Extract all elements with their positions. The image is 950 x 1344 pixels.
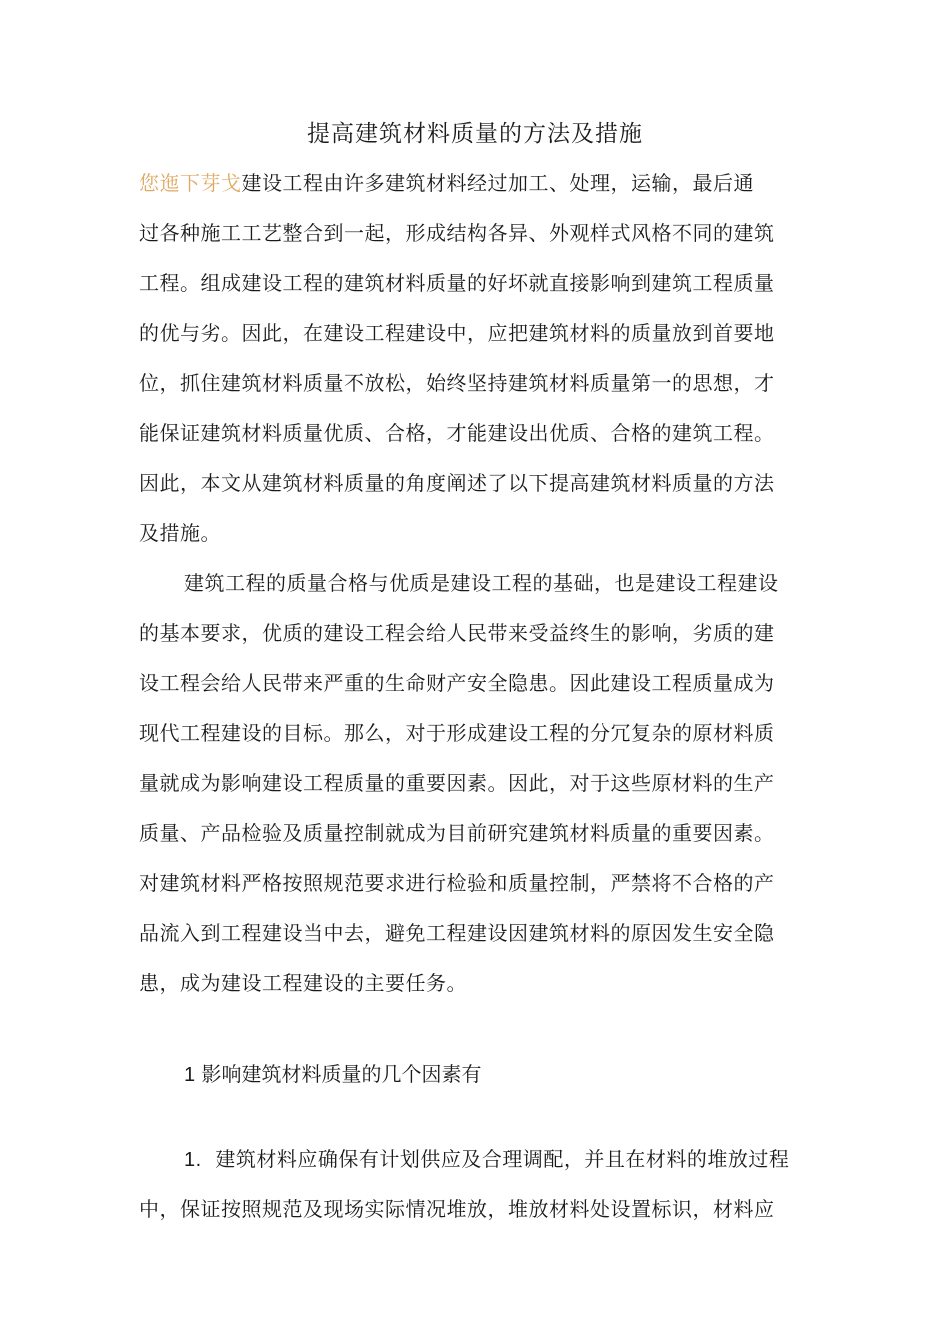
intro-line: 位，抓住建筑材料质量不放松，始终坚持建筑材料质量第一的思想，才: [139, 371, 775, 395]
intro-line: 能保证建筑材料质量优质、合格，才能建设出优质、合格的建筑工程。: [139, 421, 775, 445]
paragraph2-line: 现代工程建设的目标。那么，对于形成建设工程的分冗复杂的原材料质: [139, 721, 775, 745]
paragraph2-line: 量就成为影响建设工程质量的重要因素。因此，对于这些原材料的生产: [139, 771, 775, 795]
item1-first-line-text: 建筑材料应确保有计划供应及合理调配，并且在材料的堆放过程: [215, 1147, 790, 1171]
intro-line: 过各种施工工艺整合到一起，形成结构各异、外观样式风格不同的建筑: [139, 221, 775, 245]
intro-line: 及措施。: [139, 521, 221, 545]
intro-line: 的优与劣。因此，在建设工程建设中，应把建筑材料的质量放到首要地: [139, 321, 775, 345]
paragraph2-line: 品流入到工程建设当中去，避免工程建设因建筑材料的原因发生安全隐: [139, 921, 775, 945]
paragraph2-line: 患，成为建设工程建设的主要任务。: [139, 971, 467, 995]
intro-first-line-rest: 建设工程由许多建筑材料经过加工、处理，运输，最后通: [241, 171, 754, 195]
paragraph2-line: 设工程会给人民带来严重的生命财产安全隐患。因此建设工程质量成为: [139, 671, 775, 695]
item1-first-line: [184, 1143, 789, 1172]
item-number: 1.: [184, 1149, 202, 1171]
section-heading-text: 影响建筑材料质量的几个因素有: [201, 1062, 482, 1086]
paragraph2-line: 对建筑材料严格按照规范要求进行检验和质量控制，严禁将不合格的产: [139, 871, 775, 895]
intro-line: 工程。组成建设工程的建筑材料质量的好坏就直接影响到建筑工程质量: [139, 271, 775, 295]
document-title: 提高建筑材料质量的方法及措施: [307, 121, 643, 147]
accent-text: 您迤下芽戈: [139, 171, 242, 195]
section-number: 1: [184, 1064, 196, 1086]
intro-first-line: [139, 167, 754, 196]
item1-line: 中，保证按照规范及现场实际情况堆放，堆放材料处设置标识，材料应: [139, 1197, 775, 1221]
paragraph2-line: 质量、产品检验及质量控制就成为目前研究建筑材料质量的重要因素。: [139, 821, 775, 845]
intro-line: 因此，本文从建筑材料质量的角度阐述了以下提高建筑材料质量的方法: [139, 471, 775, 495]
paragraph2-line: 的基本要求，优质的建设工程会给人民带来受益终生的影响，劣质的建: [139, 621, 775, 645]
paragraph2-line: 建筑工程的质量合格与优质是建设工程的基础，也是建设工程建设: [184, 571, 779, 595]
section-heading: [184, 1058, 481, 1087]
